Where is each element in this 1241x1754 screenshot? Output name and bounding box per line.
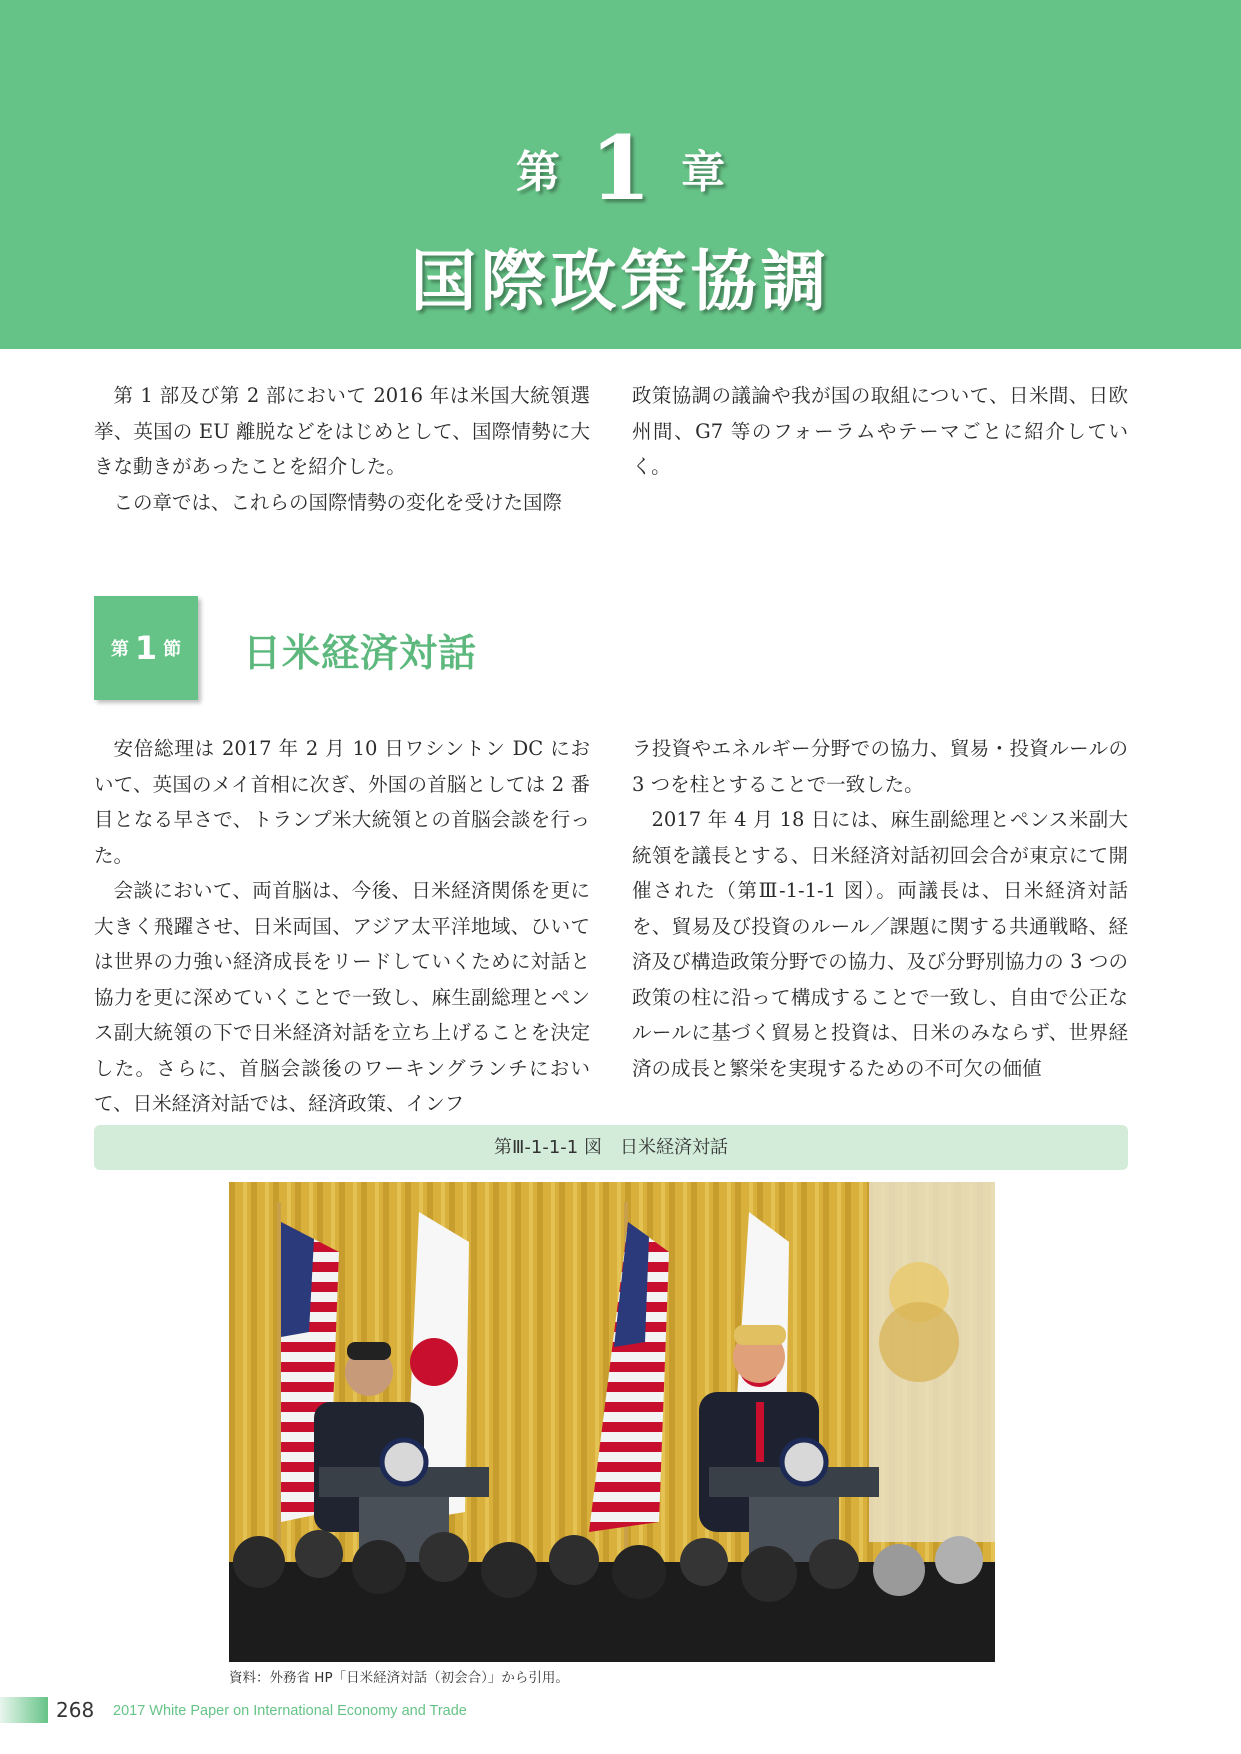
press-conference-photo: [229, 1182, 995, 1662]
intro-paragraph: この章では、これらの国際情勢の変化を受けた国際: [113, 490, 563, 514]
chapter-number: 1: [589, 116, 652, 220]
chapter-title: 国際政策協調: [410, 242, 831, 320]
section-title: 日米経済対話: [243, 630, 478, 675]
footer-accent-bar: [0, 1697, 48, 1723]
intro-right-column: [632, 378, 1128, 485]
chapter-prefix: 第: [515, 147, 560, 198]
body-right-column: [632, 731, 1128, 1086]
chapter-heading: [0, 118, 1241, 218]
chapter-header: [0, 0, 1241, 349]
intro-paragraph: 第 1 部及び第 2 部において 2016 年は米国大統領選挙、英国の EU 離脱などをはじめとして、国際情勢に大きな動きがあったことを紹介した。: [94, 384, 590, 478]
body-paragraph: 2017 年 4 月 18 日には、麻生副総理とペンス米副大統領を議長とする、日米経済対話初回会合が東京にて開催された（第Ⅲ-1-1-1 図）。両議長は、日米経済対話を、貿易及び投資のルール／課題に関する共通戦略、経済及び構造政策分野での協力、及び分野別協力の 3 つの政策の柱に沿って構成することで一致し、自由で公正なルールに基づく貿易と投資は、日米のみならず、世界経済の成長と繁栄を実現するための不可欠の価値: [632, 808, 1128, 1080]
figure-source: 資料：外務省 HP「日米経済対話（初会合）」から引用。: [229, 1670, 569, 1686]
footer-title: 2017 White Paper on International Economy and Trade: [113, 1703, 467, 1719]
body-paragraph: 会談において、両首脳は、今後、日米経済関係を更に大きく飛躍させ、日米両国、アジア太平洋地域、ひいては世界の力強い経済成長をリードしていくために対話と協力を更に深めていくことで一致し、麻生副総理とペンス副大統領の下で日米経済対話を立ち上げることを決定した。さらに、首脳会談後のワーキングランチにおいて、日米経済対話では、経済政策、インフ: [94, 879, 590, 1115]
photo-illustration: [229, 1182, 995, 1662]
chapter-suffix: 章: [681, 147, 726, 198]
body-left-column: [94, 731, 590, 1122]
section-badge: [94, 596, 198, 700]
intro-left-column: [94, 378, 590, 520]
intro-paragraph: 政策協調の議論や我が国の取組について、日米間、日欧州間、G7 等のフォーラムやテーマごとに紹介していく。: [632, 384, 1128, 478]
body-paragraph: 安倍総理は 2017 年 2 月 10 日ワシントン DC において、英国のメイ首相に次ぎ、外国の首脳としては 2 番目となる早さで、トランプ米大統領との首脳会談を行った。: [94, 737, 590, 867]
body-paragraph: ラ投資やエネルギー分野での協力、貿易・投資ルールの 3 つを柱とすることで一致した。: [632, 737, 1128, 796]
section-number: 1: [134, 629, 158, 667]
section-prefix: 第: [110, 639, 129, 660]
figure-caption: 第Ⅲ-1-1-1 図 日米経済対話: [94, 1125, 1128, 1170]
page-number: 268: [56, 1698, 95, 1722]
section-suffix: 節: [163, 639, 182, 660]
